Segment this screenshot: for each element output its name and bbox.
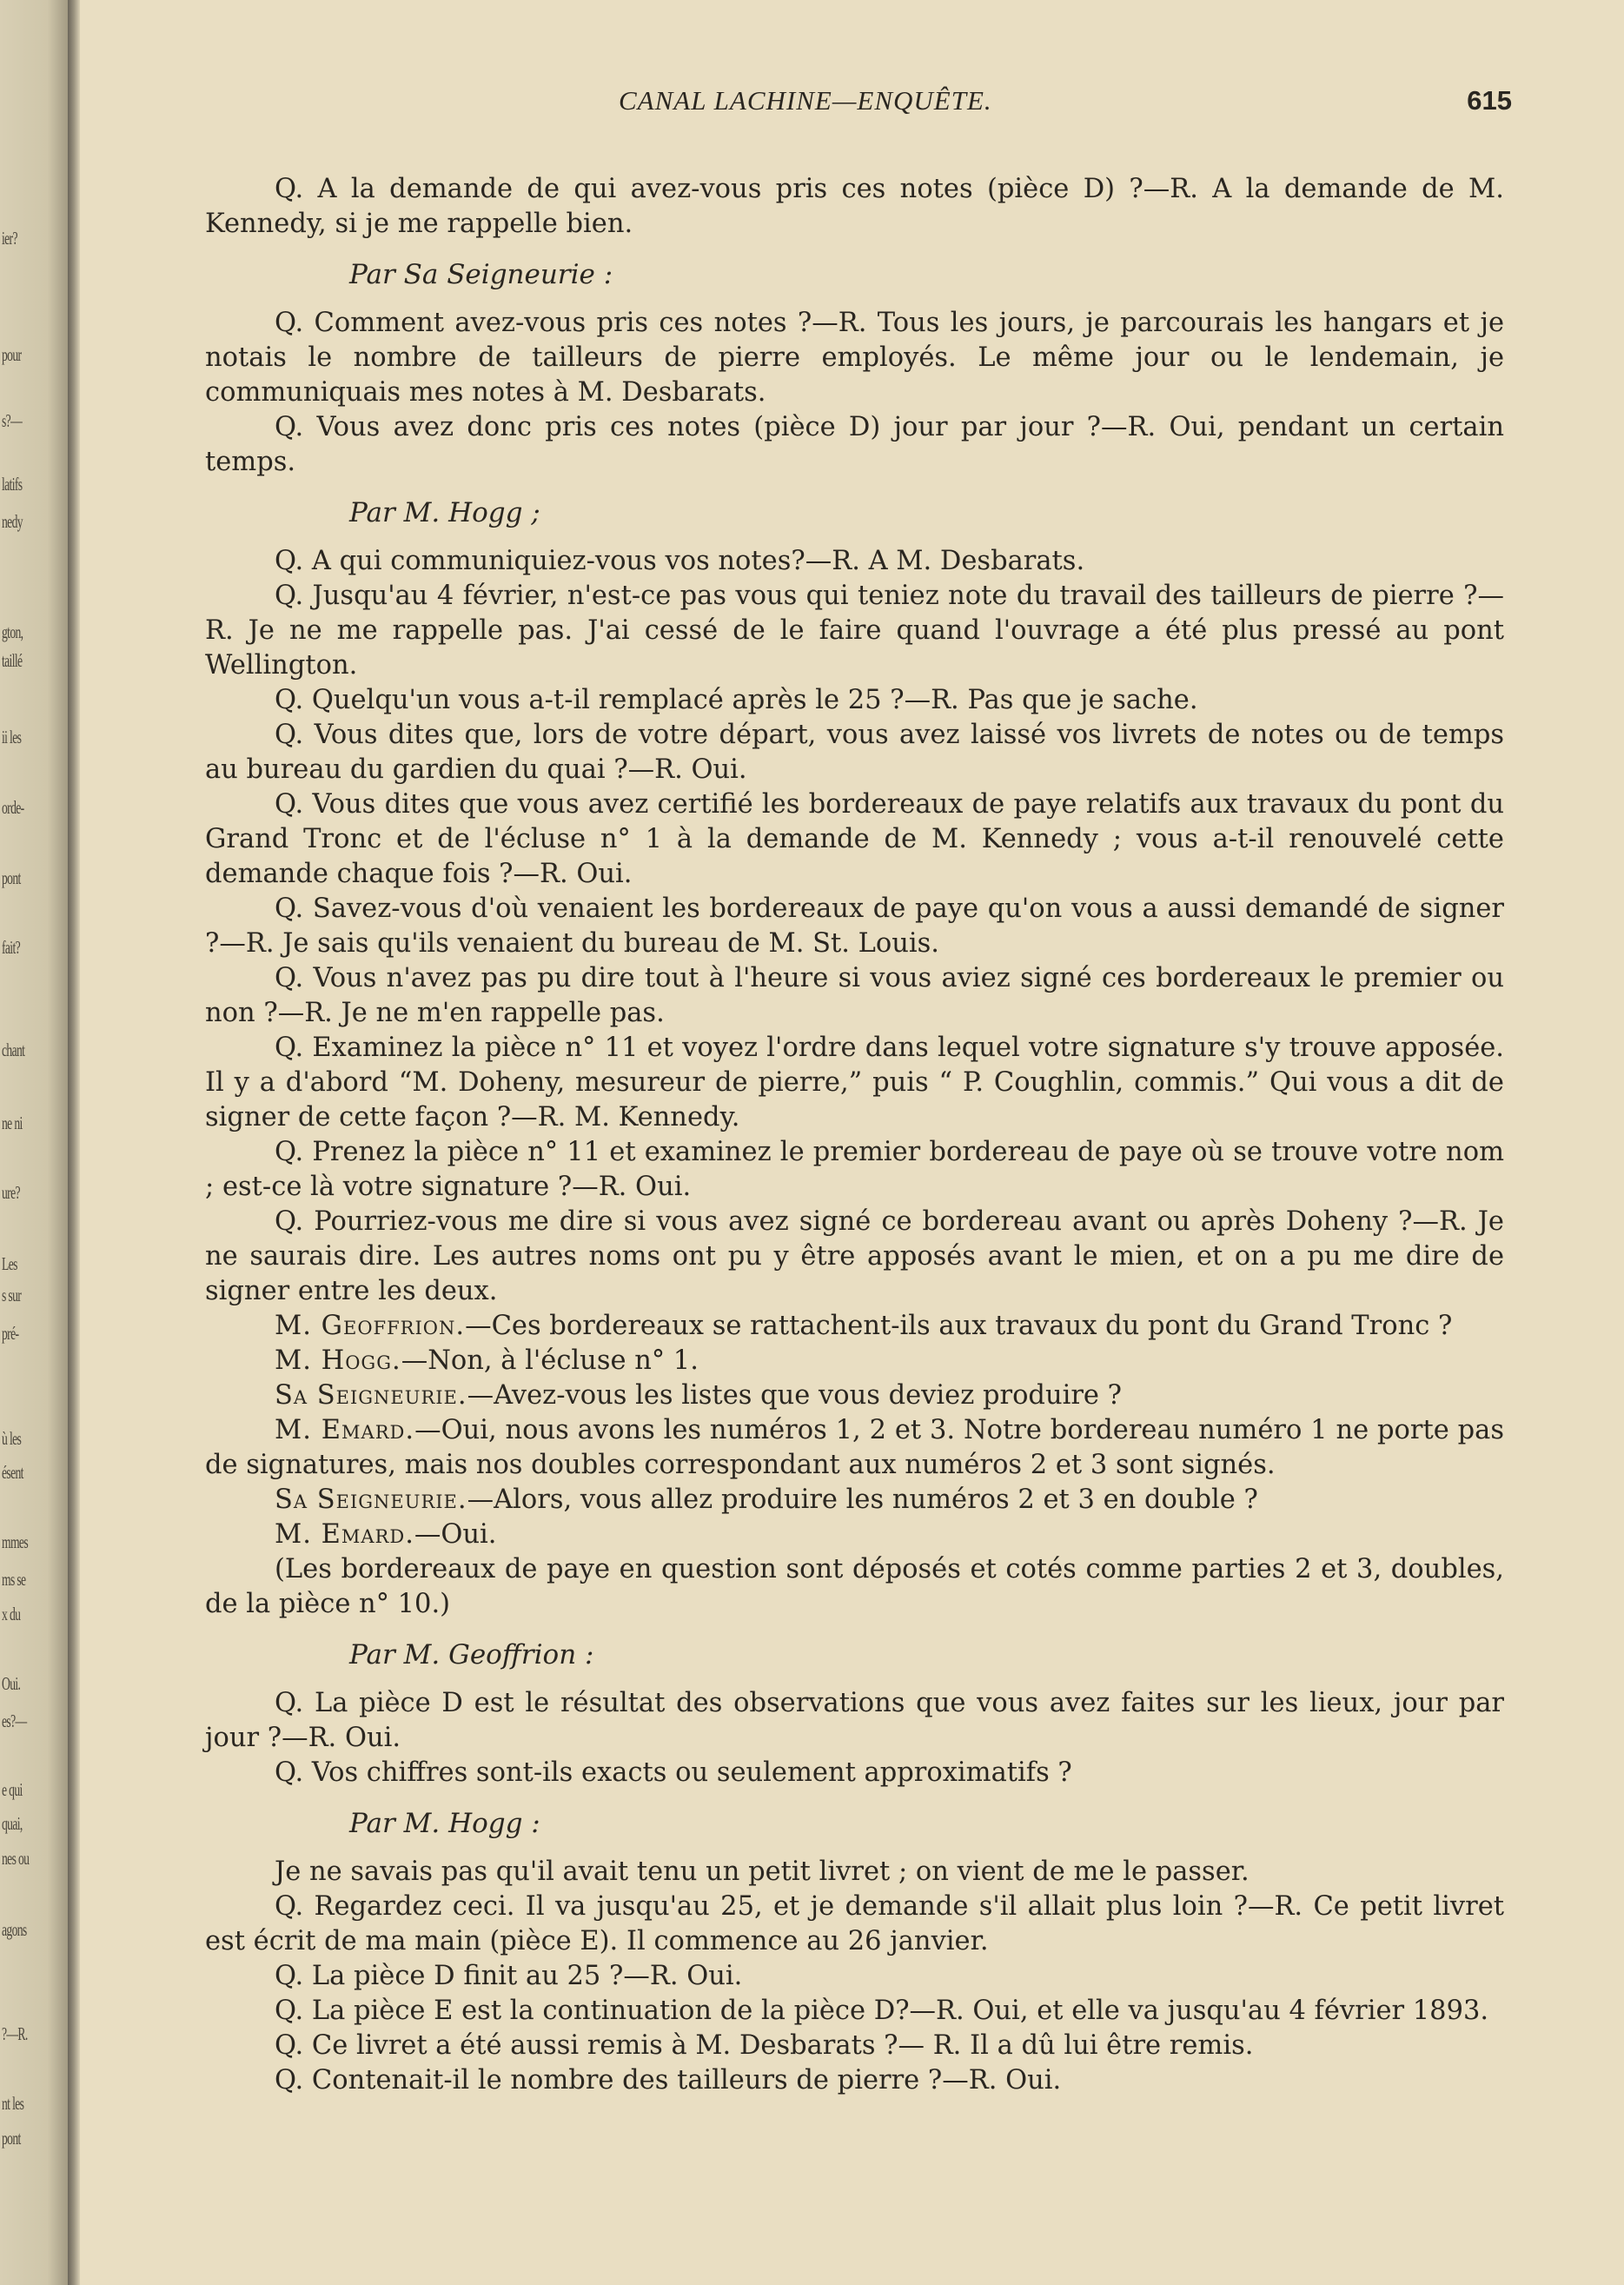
- margin-fragment: mmes: [2, 1531, 29, 1552]
- book-spine-shadow: [68, 0, 80, 2285]
- page-number: 615: [1467, 85, 1512, 116]
- margin-fragment: e qui: [2, 1779, 23, 1800]
- margin-fragment: Oui.: [2, 1673, 21, 1694]
- paragraph: Q. Ce livret a été aussi remis à M. Desbarats ?— R. Il a dû lui être remis.: [275, 2030, 1254, 2061]
- paragraph: Q. Vous avez donc pris ces notes (pièce D) jour par jour ?—R. Oui, pendant un certain temps.: [205, 412, 1504, 477]
- speaker-name: M. Hogg.: [275, 1345, 401, 1376]
- margin-fragment: quai,: [2, 1813, 23, 1834]
- paragraph: Q. La pièce D est le résultat des observations que vous avez faites sur les lieux, jour par jour ?—R. Oui.: [205, 1688, 1504, 1753]
- paragraph: (Les bordereaux de paye en question sont déposés et cotés comme parties 2 et 3, doubles, de la pièce n° 10.): [205, 1554, 1504, 1619]
- speaker-name: M. Geoffrion.: [275, 1311, 466, 1341]
- margin-fragment: pré-: [2, 1323, 19, 1344]
- paragraph: Q. Pourriez-vous me dire si vous avez signé ce bordereau avant ou après Doheny ?—R. Je ne saurais dire. Les autres noms ont pu y être apposés avant le mien, et on a pu me dire de signer entre les deux.: [205, 1206, 1504, 1306]
- margin-fragment: fait?: [2, 937, 21, 958]
- speaker-text: —Non, à l'écluse n° 1.: [401, 1345, 699, 1376]
- speaker-text: —Oui.: [414, 1519, 497, 1550]
- page-body: [205, 172, 1504, 2098]
- section-heading: Par Sa Seigneurie :: [349, 259, 613, 290]
- margin-fragment: pont: [2, 2128, 21, 2149]
- speaker-name: M. Emard.: [275, 1415, 415, 1445]
- paragraph: Q. Examinez la pièce n° 11 et voyez l'ordre dans lequel votre signature s'y trouve apposée. Il y a d'abord “M. Doheny, mesureur de pierre,” puis “ P. Coughlin, commis.” Qui vous a dit de signer de cette façon ?—R. M. Kennedy.: [205, 1033, 1504, 1133]
- speaker-paragraph: [205, 1413, 1504, 1483]
- paragraph: Q. La pièce E est la continuation de la pièce D?—R. Oui, et elle va jusqu'au 4 février 1893.: [275, 1996, 1489, 2026]
- paragraph: Je ne savais pas qu'il avait tenu un petit livret ; on vient de me le passer.: [275, 1857, 1249, 1887]
- margin-fragment: agons: [2, 1919, 27, 1940]
- paragraph: Q. A qui communiquiez-vous vos notes?—R. A M. Desbarats.: [275, 546, 1085, 576]
- margin-fragment: es?—: [2, 1710, 27, 1731]
- margin-fragment: ure?: [2, 1182, 20, 1203]
- margin-fragment: gton,: [2, 621, 23, 642]
- margin-fragment: latifs: [2, 474, 23, 495]
- margin-fragment: ésent: [2, 1462, 23, 1483]
- running-title: CANAL LACHINE—ENQUÊTE.: [619, 85, 992, 116]
- paragraph: Q. Vous dites que vous avez certifié les bordereaux de paye relatifs aux travaux du pont du Grand Tronc et de l'écluse n° 1 à la demande de M. Kennedy ; vous a-t-il renouvelé cette demande chaque fois ?—R. Oui.: [205, 789, 1504, 889]
- margin-fragment: chant: [2, 1040, 25, 1060]
- paragraph: Q. Contenait-il le nombre des tailleurs de pierre ?—R. Oui.: [275, 2065, 1062, 2096]
- speaker-text: —Ces bordereaux se rattachent-ils aux travaux du pont du Grand Tronc ?: [465, 1311, 1453, 1341]
- margin-fragment: ii les: [2, 727, 22, 747]
- margin-fragment: taillé: [2, 650, 23, 671]
- paragraph: Q. Quelqu'un vous a-t-il remplacé après le 25 ?—R. Pas que je sache.: [275, 685, 1198, 715]
- speaker-paragraph: [205, 1518, 1504, 1552]
- speaker-text: —Alors, vous allez produire les numéros 2 et 3 en double ?: [467, 1485, 1258, 1515]
- paragraph: Q. A la demande de qui avez-vous pris ces notes (pièce D) ?—R. A la demande de M. Kennedy, si je me rappelle bien.: [205, 174, 1504, 239]
- paragraph: Q. La pièce D finit au 25 ?—R. Oui.: [275, 1961, 743, 1991]
- paragraph: Q. Vous dites que, lors de votre départ, vous avez laissé vos livrets de notes ou de temps au bureau du gardien du quai ?—R. Oui.: [205, 720, 1504, 785]
- speaker-text: —Avez-vous les listes que vous deviez produire ?: [467, 1380, 1123, 1411]
- paragraph: Q. Prenez la pièce n° 11 et examinez le premier bordereau de paye où se trouve votre nom ; est-ce là votre signature ?—R. Oui.: [205, 1137, 1504, 1202]
- speaker-name: Sa Seigneurie.: [275, 1485, 467, 1515]
- margin-fragment: pour: [2, 344, 22, 365]
- margin-fragment: nedy: [2, 511, 23, 532]
- speaker-name: Sa Seigneurie.: [275, 1380, 467, 1411]
- margin-fragment: Les: [2, 1253, 17, 1274]
- margin-fragment: orde-: [2, 797, 24, 818]
- margin-fragment: ms se: [2, 1569, 26, 1590]
- speaker-paragraph: [205, 1309, 1504, 1344]
- speaker-name: M. Emard.: [275, 1519, 414, 1550]
- margin-fragment: s sur: [2, 1285, 22, 1305]
- margin-fragment: ne ni: [2, 1113, 23, 1133]
- margin-fragment: s?—: [2, 410, 23, 431]
- margin-fragment: nes ou: [2, 1848, 30, 1869]
- paragraph: Q. Comment avez-vous pris ces notes ?—R. Tous les jours, je parcourais les hangars et je notais le nombre de tailleurs de pierre employés. Le même jour ou le lendemain, je communiquais mes notes à M. Desbarats.: [205, 308, 1504, 408]
- left-page-gutter: [0, 0, 68, 2285]
- paragraph: Q. Regardez ceci. Il va jusqu'au 25, et je demande s'il allait plus loin ?—R. Ce petit livret est écrit de ma main (pièce E). Il commence au 26 janvier.: [205, 1891, 1504, 1956]
- speaker-text: —Oui, nous avons les numéros 1, 2 et 3. Notre bordereau numéro 1 ne porte pas de signatures, mais nos doubles correspondant aux numéros 2 et 3 sont signés.: [205, 1415, 1504, 1480]
- section-heading: Par M. Hogg ;: [349, 497, 540, 528]
- margin-fragment: nt les: [2, 2093, 24, 2114]
- paragraph: Q. Vos chiffres sont-ils exacts ou seulement approximatifs ?: [275, 1757, 1072, 1788]
- speaker-paragraph: [205, 1378, 1504, 1413]
- paragraph: Q. Vous n'avez pas pu dire tout à l'heure si vous aviez signé ces bordereaux le premier ou non ?—R. Je ne m'en rappelle pas.: [205, 963, 1504, 1028]
- speaker-paragraph: [205, 1344, 1504, 1378]
- margin-fragment: ù les: [2, 1428, 22, 1449]
- speaker-paragraph: [205, 1483, 1504, 1518]
- section-heading: Par M. Hogg :: [349, 1808, 540, 1839]
- margin-fragment: ?—R.: [2, 2023, 28, 2044]
- margin-fragment: pont: [2, 867, 21, 888]
- margin-fragment: ier?: [2, 228, 17, 249]
- page-header: [205, 85, 1512, 123]
- paragraph: Q. Jusqu'au 4 février, n'est-ce pas vous qui teniez note du travail des tailleurs de pierre ?—R. Je ne me rappelle pas. J'ai cessé de le faire quand l'ouvrage a été plus pressé au pont Wellington.: [205, 581, 1504, 681]
- margin-fragment: x du: [2, 1604, 21, 1624]
- section-heading: Par M. Geoffrion :: [349, 1639, 594, 1671]
- paragraph: Q. Savez-vous d'où venaient les bordereaux de paye qu'on vous a aussi demandé de signer ?—R. Je sais qu'ils venaient du bureau de M. St. Louis.: [205, 893, 1504, 959]
